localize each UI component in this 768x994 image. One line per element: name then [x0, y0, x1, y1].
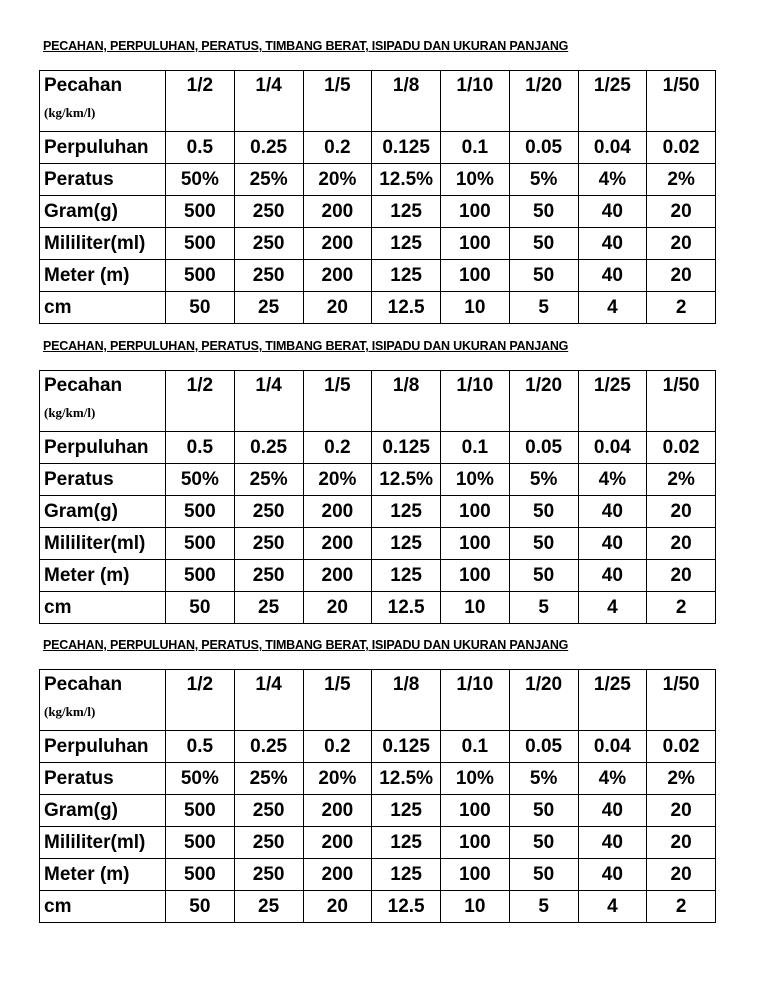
- row-label: Peratus: [40, 763, 166, 795]
- fraction-cell: 1/25: [578, 670, 647, 731]
- value-cell: 2: [647, 592, 716, 624]
- conversion-section-2: [39, 338, 715, 624]
- fraction-cell: 1/20: [509, 71, 578, 132]
- value-cell: 12.5%: [372, 164, 441, 196]
- value-cell: 5: [509, 592, 578, 624]
- value-cell: 50%: [166, 763, 235, 795]
- row-label: Peratus: [40, 164, 166, 196]
- fraction-cell: 1/50: [647, 71, 716, 132]
- fraction-cell: 1/5: [303, 670, 372, 731]
- value-cell: 100: [441, 528, 510, 560]
- value-cell: 4: [578, 292, 647, 324]
- value-cell: 500: [166, 795, 235, 827]
- value-cell: 100: [441, 228, 510, 260]
- value-cell: 10: [441, 891, 510, 923]
- value-cell: 0.5: [166, 132, 235, 164]
- row-label: Gram(g): [40, 496, 166, 528]
- value-cell: 20%: [303, 763, 372, 795]
- row-label-cell: [40, 670, 166, 731]
- table-row: [40, 731, 716, 763]
- row-label: Gram(g): [40, 196, 166, 228]
- fraction-cell: 1/4: [234, 371, 303, 432]
- row-label: Perpuluhan: [40, 731, 166, 763]
- fraction-cell: 1/10: [441, 670, 510, 731]
- value-cell: 0.1: [441, 432, 510, 464]
- fraction-cell: 1/5: [303, 371, 372, 432]
- table-row: [40, 228, 716, 260]
- value-cell: 12.5: [372, 592, 441, 624]
- section-heading: PECAHAN, PERPULUHAN, PERATUS, TIMBANG BERAT, ISIPADU DAN UKURAN PANJANG: [43, 339, 569, 353]
- value-cell: 40: [578, 196, 647, 228]
- table-row: [40, 763, 716, 795]
- value-cell: 20: [647, 560, 716, 592]
- section-heading: PECAHAN, PERPULUHAN, PERATUS, TIMBANG BERAT, ISIPADU DAN UKURAN PANJANG: [43, 39, 569, 53]
- value-cell: 12.5%: [372, 464, 441, 496]
- value-cell: 250: [234, 827, 303, 859]
- value-cell: 25%: [234, 464, 303, 496]
- value-cell: 4: [578, 592, 647, 624]
- value-cell: 40: [578, 260, 647, 292]
- value-cell: 250: [234, 496, 303, 528]
- value-cell: 125: [372, 827, 441, 859]
- value-cell: 125: [372, 228, 441, 260]
- value-cell: 20: [647, 196, 716, 228]
- fraction-cell: 1/10: [441, 71, 510, 132]
- value-cell: 20: [303, 891, 372, 923]
- conversion-section-3: [39, 637, 715, 923]
- value-cell: 40: [578, 496, 647, 528]
- value-cell: 20: [647, 228, 716, 260]
- value-cell: 20: [647, 260, 716, 292]
- value-cell: 125: [372, 496, 441, 528]
- value-cell: 10%: [441, 164, 510, 196]
- value-cell: 0.04: [578, 731, 647, 763]
- row-label: Perpuluhan: [40, 432, 166, 464]
- fraction-cell: 1/8: [372, 71, 441, 132]
- fraction-cell: 1/25: [578, 371, 647, 432]
- row-label: Mililiter(ml): [40, 228, 166, 260]
- value-cell: 50%: [166, 464, 235, 496]
- value-cell: 50: [509, 827, 578, 859]
- value-cell: 0.1: [441, 731, 510, 763]
- value-cell: 250: [234, 228, 303, 260]
- value-cell: 100: [441, 827, 510, 859]
- row-label: Pecahan: [44, 375, 123, 396]
- value-cell: 40: [578, 859, 647, 891]
- row-label-cell: [40, 71, 166, 132]
- row-label: Mililiter(ml): [40, 528, 166, 560]
- value-cell: 0.2: [303, 132, 372, 164]
- table-row: [40, 560, 716, 592]
- value-cell: 4%: [578, 464, 647, 496]
- table-row: [40, 292, 716, 324]
- value-cell: 50: [509, 528, 578, 560]
- row-label: cm: [40, 891, 166, 923]
- fraction-cell: 1/50: [647, 371, 716, 432]
- value-cell: 40: [578, 528, 647, 560]
- value-cell: 0.25: [234, 432, 303, 464]
- value-cell: 0.05: [509, 432, 578, 464]
- value-cell: 0.02: [647, 731, 716, 763]
- value-cell: 5%: [509, 763, 578, 795]
- value-cell: 250: [234, 859, 303, 891]
- fraction-cell: 1/10: [441, 371, 510, 432]
- value-cell: 0.125: [372, 432, 441, 464]
- fraction-cell: 1/4: [234, 670, 303, 731]
- value-cell: 5: [509, 292, 578, 324]
- table-row: [40, 464, 716, 496]
- value-cell: 50: [509, 496, 578, 528]
- value-cell: 100: [441, 859, 510, 891]
- value-cell: 500: [166, 260, 235, 292]
- value-cell: 50: [509, 260, 578, 292]
- value-cell: 250: [234, 260, 303, 292]
- fraction-cell: 1/50: [647, 670, 716, 731]
- value-cell: 20: [647, 528, 716, 560]
- table-row: [40, 132, 716, 164]
- value-cell: 200: [303, 528, 372, 560]
- value-cell: 20%: [303, 164, 372, 196]
- value-cell: 40: [578, 827, 647, 859]
- value-cell: 2: [647, 292, 716, 324]
- conversion-section-1: [39, 38, 715, 324]
- value-cell: 200: [303, 228, 372, 260]
- table-row: [40, 528, 716, 560]
- value-cell: 2%: [647, 464, 716, 496]
- value-cell: 250: [234, 795, 303, 827]
- value-cell: 0.05: [509, 731, 578, 763]
- value-cell: 20: [303, 592, 372, 624]
- value-cell: 10%: [441, 464, 510, 496]
- value-cell: 40: [578, 795, 647, 827]
- table-row: [40, 496, 716, 528]
- value-cell: 50: [166, 891, 235, 923]
- value-cell: 100: [441, 196, 510, 228]
- value-cell: 0.1: [441, 132, 510, 164]
- value-cell: 125: [372, 528, 441, 560]
- value-cell: 100: [441, 795, 510, 827]
- value-cell: 20: [303, 292, 372, 324]
- fraction-cell: 1/25: [578, 71, 647, 132]
- value-cell: 250: [234, 528, 303, 560]
- value-cell: 125: [372, 859, 441, 891]
- row-label-cell: [40, 371, 166, 432]
- value-cell: 0.125: [372, 731, 441, 763]
- row-label: Peratus: [40, 464, 166, 496]
- value-cell: 10: [441, 592, 510, 624]
- value-cell: 50: [509, 795, 578, 827]
- value-cell: 12.5: [372, 891, 441, 923]
- value-cell: 200: [303, 196, 372, 228]
- row-label: Meter (m): [40, 560, 166, 592]
- unit-note: (kg/km/l): [44, 405, 96, 420]
- value-cell: 25: [234, 891, 303, 923]
- value-cell: 4: [578, 891, 647, 923]
- value-cell: 0.04: [578, 132, 647, 164]
- value-cell: 50: [509, 196, 578, 228]
- value-cell: 25: [234, 292, 303, 324]
- value-cell: 100: [441, 560, 510, 592]
- value-cell: 12.5%: [372, 763, 441, 795]
- value-cell: 250: [234, 560, 303, 592]
- value-cell: 25%: [234, 164, 303, 196]
- value-cell: 2: [647, 891, 716, 923]
- value-cell: 250: [234, 196, 303, 228]
- value-cell: 20: [647, 859, 716, 891]
- value-cell: 50: [166, 292, 235, 324]
- value-cell: 0.5: [166, 432, 235, 464]
- value-cell: 125: [372, 560, 441, 592]
- value-cell: 200: [303, 859, 372, 891]
- value-cell: 100: [441, 260, 510, 292]
- row-label: Meter (m): [40, 859, 166, 891]
- value-cell: 5%: [509, 464, 578, 496]
- value-cell: 125: [372, 260, 441, 292]
- value-cell: 0.5: [166, 731, 235, 763]
- value-cell: 10%: [441, 763, 510, 795]
- row-label: Meter (m): [40, 260, 166, 292]
- value-cell: 500: [166, 560, 235, 592]
- table-row: [40, 859, 716, 891]
- table-row-fraction: [40, 71, 716, 132]
- value-cell: 50: [509, 228, 578, 260]
- value-cell: 2%: [647, 164, 716, 196]
- value-cell: 0.02: [647, 132, 716, 164]
- row-label: Pecahan: [44, 75, 123, 96]
- value-cell: 0.04: [578, 432, 647, 464]
- value-cell: 200: [303, 260, 372, 292]
- table-row: [40, 164, 716, 196]
- table-row: [40, 827, 716, 859]
- value-cell: 5%: [509, 164, 578, 196]
- fraction-cell: 1/4: [234, 71, 303, 132]
- value-cell: 40: [578, 228, 647, 260]
- value-cell: 4%: [578, 763, 647, 795]
- table-row-fraction: [40, 670, 716, 731]
- value-cell: 5: [509, 891, 578, 923]
- value-cell: 50%: [166, 164, 235, 196]
- fraction-cell: 1/2: [166, 670, 235, 731]
- value-cell: 200: [303, 560, 372, 592]
- fraction-cell: 1/20: [509, 670, 578, 731]
- fraction-cell: 1/20: [509, 371, 578, 432]
- unit-note: (kg/km/l): [44, 704, 96, 719]
- fraction-cell: 1/2: [166, 371, 235, 432]
- value-cell: 25: [234, 592, 303, 624]
- value-cell: 20: [647, 795, 716, 827]
- table-row: [40, 795, 716, 827]
- value-cell: 500: [166, 827, 235, 859]
- row-label: cm: [40, 592, 166, 624]
- value-cell: 200: [303, 496, 372, 528]
- value-cell: 100: [441, 496, 510, 528]
- conversion-table: [39, 70, 716, 324]
- conversion-table: [39, 669, 716, 923]
- value-cell: 20: [647, 496, 716, 528]
- value-cell: 500: [166, 196, 235, 228]
- row-label: Mililiter(ml): [40, 827, 166, 859]
- fraction-cell: 1/8: [372, 670, 441, 731]
- value-cell: 0.02: [647, 432, 716, 464]
- table-row-fraction: [40, 371, 716, 432]
- table-row: [40, 196, 716, 228]
- value-cell: 500: [166, 228, 235, 260]
- table-row: [40, 260, 716, 292]
- value-cell: 125: [372, 196, 441, 228]
- row-label: Perpuluhan: [40, 132, 166, 164]
- value-cell: 10: [441, 292, 510, 324]
- table-row: [40, 432, 716, 464]
- value-cell: 500: [166, 859, 235, 891]
- value-cell: 500: [166, 496, 235, 528]
- value-cell: 0.25: [234, 132, 303, 164]
- value-cell: 0.05: [509, 132, 578, 164]
- value-cell: 2%: [647, 763, 716, 795]
- value-cell: 0.2: [303, 432, 372, 464]
- fraction-cell: 1/2: [166, 71, 235, 132]
- table-row: [40, 891, 716, 923]
- row-label: cm: [40, 292, 166, 324]
- value-cell: 20: [647, 827, 716, 859]
- conversion-table: [39, 370, 716, 624]
- value-cell: 500: [166, 528, 235, 560]
- value-cell: 20%: [303, 464, 372, 496]
- value-cell: 200: [303, 827, 372, 859]
- value-cell: 0.2: [303, 731, 372, 763]
- value-cell: 200: [303, 795, 372, 827]
- fraction-cell: 1/8: [372, 371, 441, 432]
- value-cell: 12.5: [372, 292, 441, 324]
- row-label: Pecahan: [44, 674, 123, 695]
- value-cell: 50: [166, 592, 235, 624]
- value-cell: 0.25: [234, 731, 303, 763]
- value-cell: 50: [509, 560, 578, 592]
- unit-note: (kg/km/l): [44, 105, 96, 120]
- value-cell: 4%: [578, 164, 647, 196]
- value-cell: 40: [578, 560, 647, 592]
- value-cell: 25%: [234, 763, 303, 795]
- fraction-cell: 1/5: [303, 71, 372, 132]
- section-heading: PECAHAN, PERPULUHAN, PERATUS, TIMBANG BERAT, ISIPADU DAN UKURAN PANJANG: [43, 638, 569, 652]
- table-row: [40, 592, 716, 624]
- value-cell: 0.125: [372, 132, 441, 164]
- value-cell: 50: [509, 859, 578, 891]
- row-label: Gram(g): [40, 795, 166, 827]
- value-cell: 125: [372, 795, 441, 827]
